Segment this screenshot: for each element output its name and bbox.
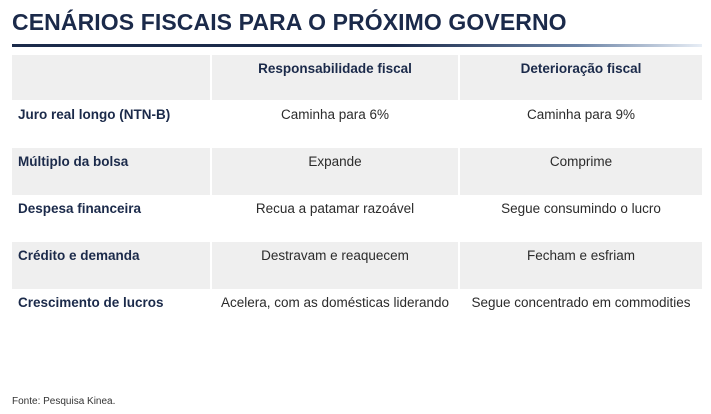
table-row — [12, 100, 702, 148]
row-value-deterioracao: Segue consumindo o lucro — [501, 201, 661, 216]
table-row — [12, 195, 702, 242]
row-value-responsabilidade: Expande — [212, 148, 458, 195]
table-row — [12, 242, 702, 289]
row-value-responsabilidade: Caminha para 6% — [280, 107, 390, 122]
row-label: Crescimento de lucros — [18, 295, 164, 310]
header-responsabilidade-fiscal: Responsabilidade fiscal — [212, 55, 458, 100]
header-empty-cell — [12, 55, 210, 100]
header-deterioracao-fiscal: Deterioração fiscal — [460, 55, 702, 100]
table-row — [12, 148, 702, 195]
table-header-row — [12, 55, 702, 100]
row-label: Crédito e demanda — [12, 242, 210, 289]
table-row — [12, 289, 702, 349]
source-note: Fonte: Pesquisa Kinea. — [12, 396, 116, 407]
row-value-deterioracao: Fecham e esfriam — [460, 242, 702, 289]
row-label: Despesa financeira — [18, 201, 142, 216]
row-value-deterioracao: Segue concentrado em commodities — [471, 295, 691, 310]
page-title: CENÁRIOS FISCAIS PARA O PRÓXIMO GOVERNO — [12, 9, 567, 35]
row-value-deterioracao: Caminha para 9% — [526, 107, 636, 122]
scenarios-table — [12, 55, 702, 349]
row-value-responsabilidade: Acelera, com as domésticas liderando — [220, 295, 450, 310]
title-underline — [12, 44, 702, 47]
row-value-deterioracao: Comprime — [460, 148, 702, 195]
row-label: Juro real longo (NTN-B) — [18, 107, 171, 122]
row-value-responsabilidade: Recua a patamar razoável — [255, 201, 415, 216]
row-label: Múltiplo da bolsa — [12, 148, 210, 195]
row-value-responsabilidade: Destravam e reaquecem — [212, 242, 458, 289]
